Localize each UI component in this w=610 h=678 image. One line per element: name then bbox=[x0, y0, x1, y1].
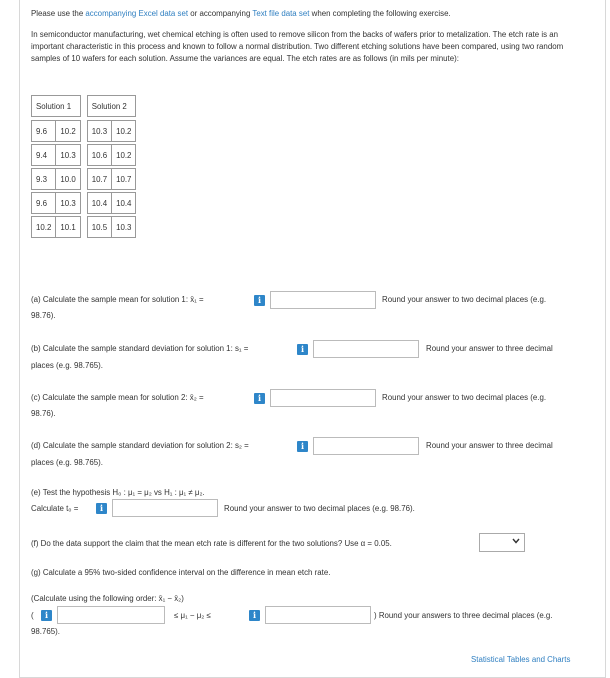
question-d-hint-cont: places (e.g. 98.765). bbox=[31, 458, 103, 467]
question-e-label: (e) Test the hypothesis H₀ : μ₁ = μ₂ vs H₁ : μ₁ ≠ μ₂. bbox=[31, 488, 205, 497]
info-icon[interactable]: i bbox=[297, 441, 308, 452]
table-cell: 10.4 bbox=[112, 193, 136, 214]
table-cell: 10.5 bbox=[87, 217, 111, 238]
table-row bbox=[32, 145, 136, 166]
table-cell: 9.3 bbox=[32, 169, 56, 190]
table-cell: 10.2 bbox=[32, 217, 56, 238]
table-cell: 10.2 bbox=[112, 121, 136, 142]
question-g-hint: ) Round your answers to three decimal places (e.g. bbox=[374, 611, 553, 620]
text-file-data-link[interactable]: Text file data set bbox=[252, 9, 310, 18]
question-a-hint: Round your answer to two decimal places (e.g. bbox=[382, 295, 547, 304]
info-icon[interactable]: i bbox=[96, 503, 107, 514]
table-cell: 10.2 bbox=[112, 145, 136, 166]
table-row bbox=[32, 169, 136, 190]
table-cell: 10.7 bbox=[112, 169, 136, 190]
question-b-label: (b) Calculate the sample standard deviation for solution 1: s₁ = bbox=[31, 344, 249, 353]
question-b-hint-cont: places (e.g. 98.765). bbox=[31, 361, 103, 370]
question-d-label: (d) Calculate the sample standard deviation for solution 2: s₂ = bbox=[31, 441, 249, 450]
sample-mean-1-input[interactable] bbox=[270, 291, 376, 309]
question-c-hint: Round your answer to two decimal places (e.g. bbox=[382, 393, 547, 402]
question-g-order: (Calculate using the following order: x̄₁ − x̄₂) bbox=[31, 594, 184, 603]
table-cell: 10.6 bbox=[87, 145, 111, 166]
std-dev-2-input[interactable] bbox=[313, 437, 419, 455]
info-icon[interactable]: i bbox=[297, 344, 308, 355]
statistical-tables-link[interactable]: Statistical Tables and Charts bbox=[471, 655, 571, 664]
question-g-hint-cont: 98.765). bbox=[31, 627, 60, 636]
chevron-down-icon bbox=[512, 537, 520, 547]
table-cell: 10.4 bbox=[87, 193, 111, 214]
intro-text-end: when completing the following exercise. bbox=[309, 9, 451, 18]
question-c-label: (c) Calculate the sample mean for solution 2: x̄₂ = bbox=[31, 393, 204, 402]
info-icon[interactable]: i bbox=[254, 393, 265, 404]
table-cell: 9.4 bbox=[32, 145, 56, 166]
question-e-calc-label: Calculate t₀ = bbox=[31, 504, 79, 513]
question-e-hint: Round your answer to two decimal places (e.g. 98.76). bbox=[224, 504, 415, 513]
table-row bbox=[32, 193, 136, 214]
intro-text-mid: or accompanying bbox=[188, 9, 253, 18]
question-f-label: (f) Do the data support the claim that the mean etch rate is different for the two solutions? Use α = 0.05. bbox=[31, 539, 392, 548]
t0-input[interactable] bbox=[112, 499, 218, 517]
table-cell: 10.2 bbox=[56, 121, 80, 142]
table-header-solution-1: Solution 1 bbox=[32, 96, 81, 117]
info-icon[interactable]: i bbox=[41, 610, 52, 621]
sample-mean-2-input[interactable] bbox=[270, 389, 376, 407]
table-cell: 10.0 bbox=[56, 169, 80, 190]
etch-rate-table bbox=[31, 95, 136, 238]
table-row bbox=[32, 217, 136, 238]
table-row bbox=[32, 121, 136, 142]
info-icon[interactable]: i bbox=[249, 610, 260, 621]
question-a-hint-cont: 98.76). bbox=[31, 311, 56, 320]
table-cell: 10.7 bbox=[87, 169, 111, 190]
intro-line bbox=[31, 8, 451, 20]
question-c-hint-cont: 98.76). bbox=[31, 409, 56, 418]
question-a-label: (a) Calculate the sample mean for solution 1: x̄₁ = bbox=[31, 295, 204, 304]
table-header-solution-2: Solution 2 bbox=[87, 96, 136, 117]
ci-lower-input[interactable] bbox=[57, 606, 165, 624]
question-g-label: (g) Calculate a 95% two-sided confidence interval on the difference in mean etch rate. bbox=[31, 568, 331, 577]
table-cell: 10.3 bbox=[56, 145, 80, 166]
intro-text: Please use the bbox=[31, 9, 86, 18]
table-cell: 9.6 bbox=[32, 121, 56, 142]
table-cell: 10.3 bbox=[87, 121, 111, 142]
question-b-hint: Round your answer to three decimal bbox=[426, 344, 553, 353]
problem-paragraph: In semiconductor manufacturing, wet chemical etching is often used to remove silicon from the backs of wafers prior to metalization. The etch rate is an important characteristic in this process and known to follow a normal distribution. Two different etching solutions have been compared, using two random samples of 10 wafers for each solution. Assume the variances are equal. The etch rates are as follows (in mils per minute): bbox=[31, 30, 564, 63]
ci-upper-input[interactable] bbox=[265, 606, 371, 624]
ci-inequality: ≤ μ₁ − μ₂ ≤ bbox=[174, 611, 211, 620]
std-dev-1-input[interactable] bbox=[313, 340, 419, 358]
question-d-hint: Round your answer to three decimal bbox=[426, 441, 553, 450]
table-cell: 9.6 bbox=[32, 193, 56, 214]
support-claim-select[interactable] bbox=[479, 533, 525, 552]
excel-data-link[interactable]: accompanying Excel data set bbox=[85, 9, 189, 18]
info-icon[interactable]: i bbox=[254, 295, 265, 306]
table-cell: 10.3 bbox=[112, 217, 136, 238]
table-cell: 10.3 bbox=[56, 193, 80, 214]
table-cell: 10.1 bbox=[56, 217, 80, 238]
ci-open-paren: ( bbox=[31, 611, 34, 620]
